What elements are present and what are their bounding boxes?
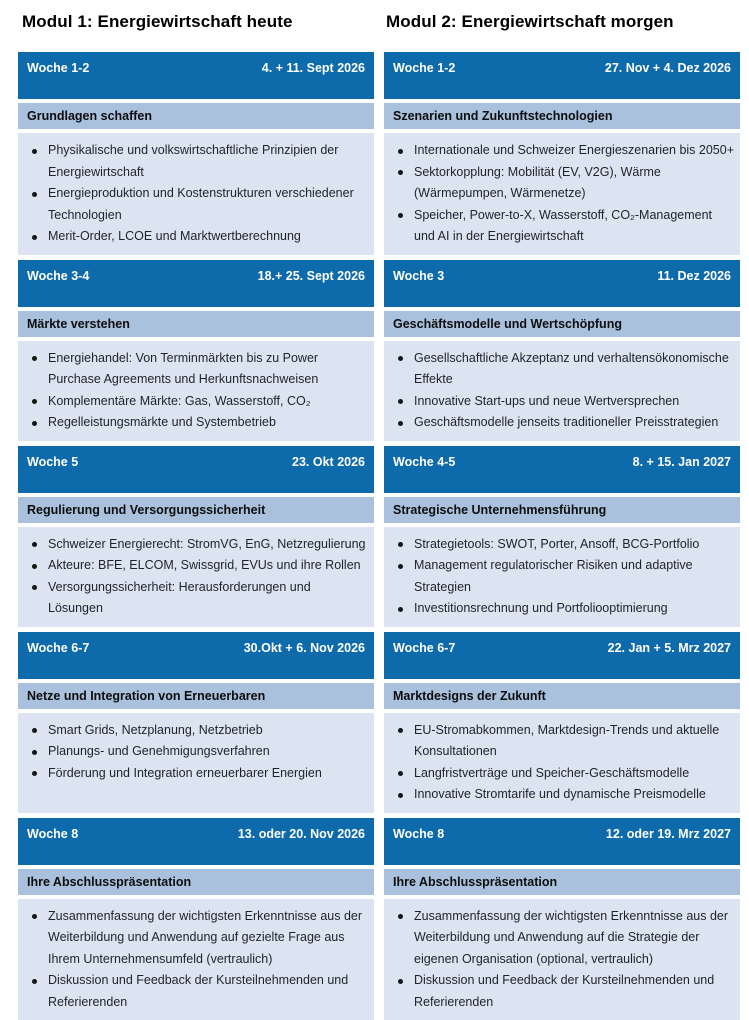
block-subtitle: Netze und Integration von Erneuerbaren (18, 683, 374, 709)
bullet-section (384, 899, 740, 1020)
schedule-block (384, 818, 740, 1020)
bullet-item (18, 140, 368, 183)
bullet-section (18, 713, 374, 813)
bullet-section (18, 527, 374, 627)
bullet-item (384, 763, 734, 785)
schedule-block (18, 260, 374, 441)
bullet-text: Energiehandel: Von Terminmärkten bis zu Power Purchase Agreements und Herkunftsnachweisen (48, 351, 318, 387)
date-label: 22. Jan + 5. Mrz 2027 (608, 641, 731, 655)
bullet-section (384, 133, 740, 255)
bullet-item (18, 763, 368, 785)
bullet-dot-icon (398, 149, 403, 154)
bullet-list (18, 720, 368, 785)
week-header-bar (384, 632, 740, 679)
bullet-section (384, 527, 740, 627)
bullet-section (384, 341, 740, 441)
date-label: 8. + 15. Jan 2027 (633, 455, 731, 469)
module-titles-row (22, 12, 740, 32)
bullet-item (384, 720, 734, 763)
bullet-list (384, 348, 734, 434)
bullet-text: Physikalische und volkswirtschaftliche Prinzipien der Energiewirtschaft (48, 143, 338, 179)
week-header-bar (18, 52, 374, 99)
date-label: 30.Okt + 6. Nov 2026 (244, 641, 365, 655)
bullet-item (18, 555, 368, 577)
schedule-block (384, 446, 740, 627)
block-subtitle: Ihre Abschlusspräsentation (384, 869, 740, 895)
bullet-text: Schweizer Energierecht: StromVG, EnG, Netzregulierung (48, 537, 366, 551)
bullet-dot-icon (32, 542, 37, 547)
bullet-item (18, 391, 368, 413)
bullet-dot-icon (398, 979, 403, 984)
bullet-section (18, 899, 374, 1020)
bullet-item (18, 970, 368, 1013)
bullet-item (384, 140, 734, 162)
schedule-block (384, 52, 740, 255)
date-label: 12. oder 19. Mrz 2027 (606, 827, 731, 841)
bullet-text: Management regulatorischer Risiken und adaptive Strategien (414, 558, 693, 594)
bullet-text: EU-Stromabkommen, Marktdesign-Trends und aktuelle Konsultationen (414, 723, 719, 759)
bullet-dot-icon (398, 914, 403, 919)
block-subtitle: Szenarien und Zukunftstechnologien (384, 103, 740, 129)
bullet-text: Speicher, Power-to-X, Wasserstoff, CO₂-Management und AI in der Energiewirtschaft (414, 208, 712, 244)
bullet-dot-icon (398, 213, 403, 218)
date-label: 4. + 11. Sept 2026 (262, 61, 365, 75)
bullet-dot-icon (32, 235, 37, 240)
week-label: Woche 6-7 (27, 641, 89, 655)
schedule-block (18, 52, 374, 255)
bullet-dot-icon (32, 399, 37, 404)
week-label: Woche 1-2 (27, 61, 89, 75)
bullet-text: Diskussion und Feedback der Kursteilnehmenden und Referierenden (48, 973, 348, 1009)
schedule-block (18, 632, 374, 813)
bullet-item (18, 741, 368, 763)
week-header-bar (384, 446, 740, 493)
bullet-dot-icon (398, 399, 403, 404)
bullet-dot-icon (398, 421, 403, 426)
schedule-grid (18, 52, 740, 1020)
bullet-dot-icon (32, 356, 37, 361)
bullet-text: Investitionsrechnung und Portfoliooptimierung (414, 601, 668, 615)
week-label: Woche 1-2 (393, 61, 455, 75)
bullet-item (384, 534, 734, 556)
date-label: 27. Nov + 4. Dez 2026 (605, 61, 731, 75)
bullet-item (18, 226, 368, 248)
schedule-block (18, 446, 374, 627)
bullet-item (18, 534, 368, 556)
bullet-text: Zusammenfassung der wichtigsten Erkenntnisse aus der Weiterbildung und Anwendung auf gezielte Frage aus Ihrem Unternehmensumfeld (vertraulich) (48, 909, 362, 966)
block-subtitle: Märkte verstehen (18, 311, 374, 337)
bullet-text: Akteure: BFE, ELCOM, Swissgrid, EVUs und ihre Rollen (48, 558, 361, 572)
bullet-item (384, 555, 734, 598)
bullet-item (384, 784, 734, 806)
bullet-text: Komplementäre Märkte: Gas, Wasserstoff, CO₂ (48, 394, 311, 408)
bullet-text: Langfristverträge und Speicher-Geschäftsmodelle (414, 766, 689, 780)
bullet-item (18, 412, 368, 434)
bullet-dot-icon (32, 750, 37, 755)
bullet-dot-icon (32, 192, 37, 197)
bullet-text: Innovative Stromtarife und dynamische Preismodelle (414, 787, 706, 801)
week-header-bar (384, 52, 740, 99)
module-2-title: Modul 2: Energiewirtschaft morgen (386, 12, 740, 32)
bullet-text: Zusammenfassung der wichtigsten Erkenntnisse aus der Weiterbildung und Anwendung auf die Strategie der eigenen Organisation (optional, vertraulich) (414, 909, 728, 966)
bullet-list (384, 906, 734, 1014)
bullet-item (18, 348, 368, 391)
bullet-list (18, 140, 368, 248)
week-label: Woche 3-4 (27, 269, 89, 283)
bullet-dot-icon (32, 421, 37, 426)
block-subtitle: Marktdesigns der Zukunft (384, 683, 740, 709)
bullet-text: Smart Grids, Netzplanung, Netzbetrieb (48, 723, 263, 737)
bullet-text: Versorgungssicherheit: Herausforderungen und Lösungen (48, 580, 311, 616)
bullet-text: Förderung und Integration erneuerbarer Energien (48, 766, 322, 780)
date-label: 23. Okt 2026 (292, 455, 365, 469)
bullet-dot-icon (32, 979, 37, 984)
bullet-dot-icon (398, 793, 403, 798)
block-subtitle: Ihre Abschlusspräsentation (18, 869, 374, 895)
bullet-list (384, 140, 734, 248)
bullet-dot-icon (32, 914, 37, 919)
bullet-item (384, 970, 734, 1013)
bullet-item (384, 412, 734, 434)
bullet-item (384, 205, 734, 248)
bullet-text: Internationale und Schweizer Energieszenarien bis 2050+ (414, 143, 734, 157)
bullet-text: Regelleistungsmärkte und Systembetrieb (48, 415, 276, 429)
bullet-item (18, 906, 368, 971)
week-label: Woche 6-7 (393, 641, 455, 655)
block-subtitle: Geschäftsmodelle und Wertschöpfung (384, 311, 740, 337)
week-label: Woche 4-5 (393, 455, 455, 469)
bullet-section (18, 133, 374, 255)
bullet-text: Sektorkopplung: Mobilität (EV, V2G), Wärme (Wärmepumpen, Wärmenetze) (414, 165, 661, 201)
bullet-list (384, 720, 734, 806)
schedule-block (18, 818, 374, 1020)
week-label: Woche 5 (27, 455, 78, 469)
week-header-bar (18, 260, 374, 307)
bullet-text: Energieproduktion und Kostenstrukturen verschiedener Technologien (48, 186, 354, 222)
bullet-section (18, 341, 374, 441)
bullet-dot-icon (398, 728, 403, 733)
schedule-block (384, 260, 740, 441)
block-subtitle: Regulierung und Versorgungssicherheit (18, 497, 374, 523)
bullet-item (384, 906, 734, 971)
bullet-dot-icon (398, 356, 403, 361)
week-header-bar (18, 818, 374, 865)
bullet-dot-icon (398, 771, 403, 776)
date-label: 13. oder 20. Nov 2026 (238, 827, 365, 841)
week-label: Woche 8 (393, 827, 444, 841)
week-label: Woche 3 (393, 269, 444, 283)
week-header-bar (18, 446, 374, 493)
bullet-text: Innovative Start-ups und neue Wertversprechen (414, 394, 679, 408)
bullet-text: Gesellschaftliche Akzeptanz und verhaltensökonomische Effekte (414, 351, 729, 387)
week-header-bar (18, 632, 374, 679)
block-subtitle: Strategische Unternehmensführung (384, 497, 740, 523)
date-label: 11. Dez 2026 (657, 269, 731, 283)
bullet-item (384, 598, 734, 620)
bullet-list (18, 348, 368, 434)
block-subtitle: Grundlagen schaffen (18, 103, 374, 129)
bullet-item (18, 720, 368, 742)
bullet-dot-icon (32, 728, 37, 733)
week-header-bar (384, 260, 740, 307)
bullet-dot-icon (398, 564, 403, 569)
module-1-title: Modul 1: Energiewirtschaft heute (22, 12, 376, 32)
bullet-list (18, 906, 368, 1014)
bullet-dot-icon (32, 149, 37, 154)
bullet-item (384, 162, 734, 205)
bullet-item (18, 577, 368, 620)
bullet-dot-icon (398, 542, 403, 547)
bullet-dot-icon (32, 585, 37, 590)
bullet-dot-icon (32, 564, 37, 569)
bullet-text: Geschäftsmodelle jenseits traditioneller Preisstrategien (414, 415, 718, 429)
bullet-dot-icon (32, 771, 37, 776)
bullet-text: Planungs- und Genehmigungsverfahren (48, 744, 270, 758)
week-label: Woche 8 (27, 827, 78, 841)
bullet-dot-icon (398, 607, 403, 612)
bullet-dot-icon (398, 170, 403, 175)
bullet-list (18, 534, 368, 620)
bullet-item (384, 348, 734, 391)
bullet-item (18, 183, 368, 226)
bullet-text: Diskussion und Feedback der Kursteilnehmenden und Referierenden (414, 973, 714, 1009)
date-label: 18.+ 25. Sept 2026 (258, 269, 365, 283)
week-header-bar (384, 818, 740, 865)
bullet-text: Merit-Order, LCOE und Marktwertberechnung (48, 229, 301, 243)
bullet-text: Strategietools: SWOT, Porter, Ansoff, BCG-Portfolio (414, 537, 699, 551)
schedule-block (384, 632, 740, 813)
bullet-section (384, 713, 740, 813)
bullet-list (384, 534, 734, 620)
bullet-item (384, 391, 734, 413)
